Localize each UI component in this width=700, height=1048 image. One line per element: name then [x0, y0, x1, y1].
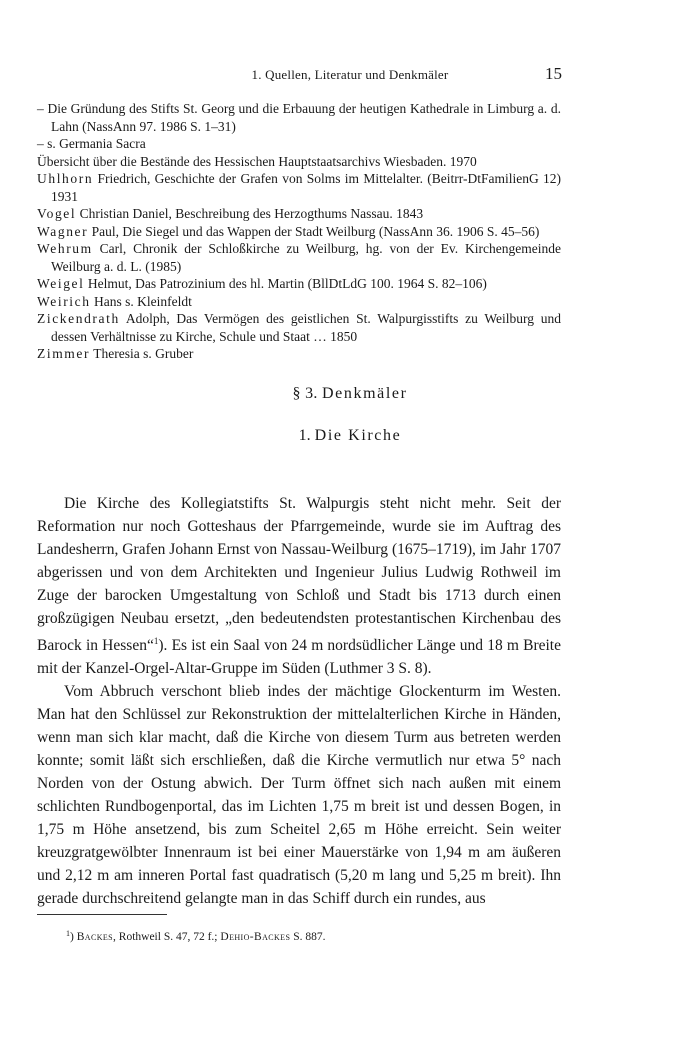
entry-author: Wehrum [37, 241, 93, 256]
entry-author: Wagner [37, 223, 89, 239]
entry-text: Übersicht über die Bestände des Hessischen Hauptstaatsarchivs Wiesbaden. 1970 [37, 153, 477, 169]
entry-author: Weirich [37, 293, 91, 309]
footnote: $^1$) Backes, Rothweil S. 47, 72 f.; Dehio-Backes S. 887. [66, 929, 326, 943]
entry-author: Zimmer [37, 346, 91, 361]
footnote-divider [37, 914, 167, 915]
bibliography-entry [37, 205, 561, 223]
section-title: Denkmäler [322, 385, 408, 402]
footnote-author-1: Backes [76, 931, 114, 943]
bibliography-entry [37, 310, 561, 345]
footnote-mark: 1 [66, 929, 70, 938]
entry-text: Christian Daniel, Beschreibung des Herzogthums Nassau. 1843 [76, 206, 424, 221]
entry-text: Hans s. Kleinfeldt [90, 293, 192, 309]
entry-text: Theresia s. Gruber [90, 346, 194, 361]
paragraph-2: Vom Abbruch verschont blieb indes der mächtige Glockenturm im Westen. Man hat den Schlüssel zur Rekonstruktion der mittelalterlichen Kirche in Händen, wenn man sich klar macht, daß die Kirche von diesem Turm aus betreten werden konnte; somit läßt sich erschließen, daß die Kirche vermutlich nur etwa 5° nach Norden von der Ostung abwich. Der Turm öffnet sich nach außen mit einem schlichten Rundbogenportal, das im Lichten 1,75 m breit ist und dessen Bogen, in 1,75 m Höhe ansetzend, bis zum Scheitel 2,65 m Höhe erreicht. Sein weiter kreuzgratgewölbter Innenraum ist bei einer Mauerstärke von 1,94 m am äußeren und 2,12 m am inneren Portal fast quadratisch (5,20 m lang und 5,25 m breit). Ihn gerade durchschreitend gelangte man in das Schiff durch ein rundes, aus [37, 683, 561, 907]
entry-author: Vogel [37, 206, 77, 221]
paragraph-1-text-a: Die Kirche des Kollegiatstifts St. Walpurgis steht nicht mehr. Seit der Reformation nur noch Gotteshaus der Pfarrgemeinde, wurde sie im Auftrag des Landesherrn, Grafen Johann Ernst von Nassau-Weilburg (1675–1719), im Jahr 1707 abgerissen und von dem Architekten und Ingenieur Julius Ludwig Rothweil im Zuge der barocken Umgestaltung von Schloß und Stadt bis 1713 durch einen großzügigen Neubau ersetzt, „den bedeutendsten protestantischen Kirchenbau des Barock in Hessen“ [37, 495, 561, 654]
page-number: 15 [545, 64, 562, 83]
subsection-title: Die Kirche [314, 427, 402, 444]
entry-text: Paul, Die Siegel und das Wappen der Stadt Weilburg (NassAnn 36. 1906 S. 45–56) [88, 223, 540, 239]
bibliography-entry [37, 275, 561, 293]
entry-text: – s. Germania Sacra [37, 136, 146, 151]
running-title: 1. Quellen, Literatur und Denkmäler [251, 67, 449, 82]
bibliography-list [37, 100, 561, 363]
bibliography-entry [37, 240, 561, 275]
subsection-heading [0, 427, 700, 445]
entry-text: Friedrich, Geschichte der Grafen von Solms im Mittelalter. (Beitrr-DtFamilienG 12) 1931 [51, 171, 561, 204]
paragraph-1 [37, 492, 561, 680]
bibliography-entry [37, 135, 561, 153]
entry-author: Zickendrath [37, 311, 120, 326]
entry-author: Uhlhorn [37, 171, 94, 186]
footnote-reference-1: , Rothweil S. 47, 72 f.; [113, 931, 221, 943]
bibliography-entry [37, 170, 561, 205]
bibliography-entry [37, 153, 561, 171]
entry-author: Weigel [37, 276, 85, 291]
entry-text: – Die Gründung des Stifts St. Georg und die Erbauung der heutigen Kathedrale in Limburg a. d. Lahn (NassAnn 97. 1986 S. 1–31) [37, 101, 561, 134]
bibliography-entry [37, 223, 561, 241]
section-heading [0, 385, 700, 403]
paragraph-1-text-b: ). Es ist ein Saal von 24 m nordsüdlicher Länge und 18 m Breite mit der Kanzel-Orgel-Altar-Gruppe im Süden (Luthmer 3 S. 8). [37, 637, 561, 677]
entry-text: Adolph, Das Vermögen des geistlichen St. Walpurgisstifts zu Weilburg und dessen Verhältnisse zu Kirche, Schule und Staat … 1850 [51, 311, 561, 344]
footnote-reference-2: S. 887. [290, 931, 326, 943]
section-number: § 3. [292, 385, 318, 402]
bibliography-entry [37, 293, 561, 311]
footnote-author-2: Dehio-Backes [220, 931, 291, 943]
entry-text: Carl, Chronik der Schloßkirche zu Weilburg, hg. von der Ev. Kirchengemeinde Weilburg a. d. L. (1985) [51, 241, 561, 274]
subsection-number: 1. [298, 427, 311, 444]
running-head [0, 64, 700, 84]
footnote-reference: 1 [153, 636, 159, 646]
bibliography-entry [37, 100, 561, 135]
entry-text: Helmut, Das Patrozinium des hl. Martin (BllDtLdG 100. 1964 S. 82–106) [84, 276, 487, 291]
bibliography-entry [37, 345, 561, 363]
body-text [37, 492, 561, 910]
